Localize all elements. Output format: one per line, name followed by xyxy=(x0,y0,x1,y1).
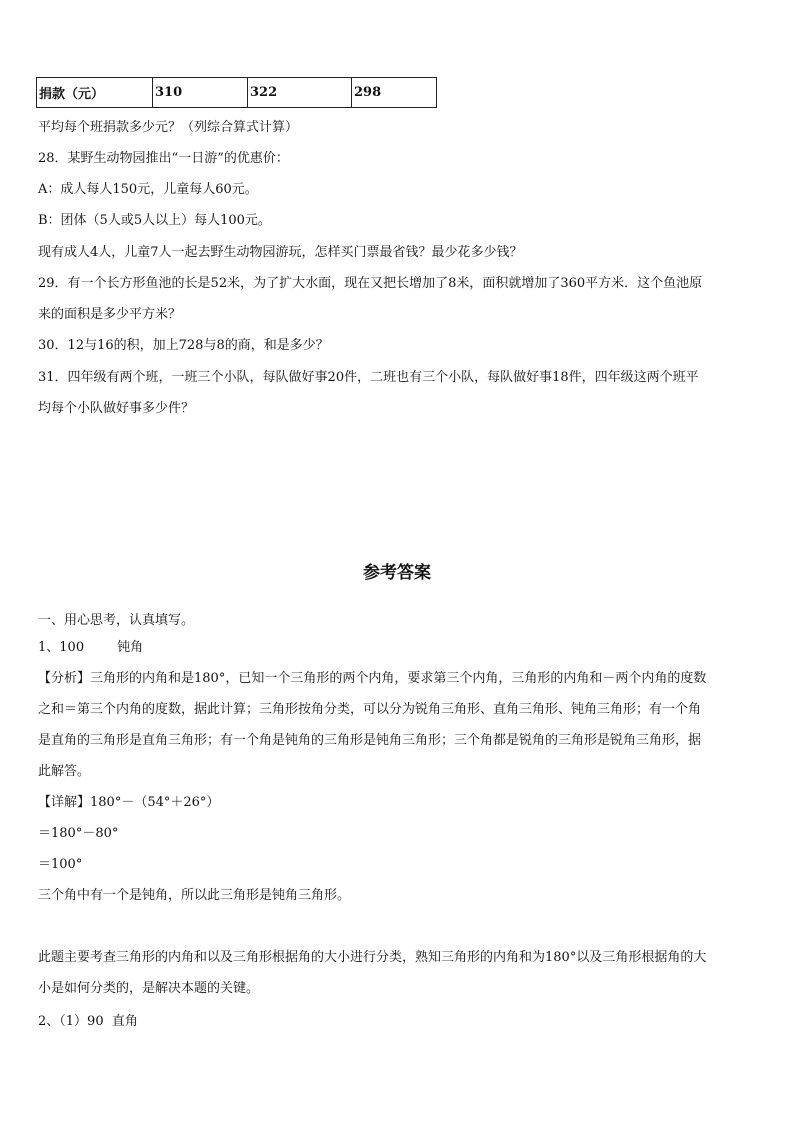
answer-2: 2、（1）90 直角 xyxy=(38,1014,138,1029)
question-29-line-2: 来的面积是多少平方米？ xyxy=(38,307,182,322)
answers-title: 参考答案 xyxy=(363,563,431,583)
summary-line-1: 此题主要考查三角形的内角和以及三角形根据角的大小进行分类，熟知三角形的内角和为180°以及三角形根据角的大 xyxy=(38,950,707,965)
question-31-line-2: 均每个小队做好事多少件？ xyxy=(38,401,195,416)
question-28-option-a: A：成人每人150元，儿童每人60元。 xyxy=(38,182,258,197)
analysis-line-2: 之和＝第三个内角的度数，据此计算；三角形按角分类，可以分为锐角三角形、直角三角形、钝角三角形；有一个角 xyxy=(38,702,702,717)
analysis-line-4: 此解答。 xyxy=(38,764,91,779)
table-cell: 322 xyxy=(248,78,352,108)
question-28: 28．某野生动物园推出“一日游”的优惠价： xyxy=(38,151,289,166)
analysis-line-1: 【分析】三角形的内角和是180°，已知一个三角形的两个内角，要求第三个内角，三角形的内角和－两个内角的度数 xyxy=(38,671,707,686)
question-27-sub: 平均每个班捐款多少元？（列综合算式计算） xyxy=(38,120,299,135)
analysis-line-3: 是直角的三角形是直角三角形；有一个角是钝角的三角形是钝角三角形；三个角都是锐角的三角形是锐角三角形，据 xyxy=(38,733,702,748)
question-28-option-b: B：团体（5人或5人以上）每人100元。 xyxy=(38,213,271,228)
table-row xyxy=(37,78,437,108)
question-29-line-1: 29．有一个长方形鱼池的长是52米，为了扩大水面，现在又把长增加了8米，面积就增加了360平方米．这个鱼池原 xyxy=(38,276,703,291)
table-cell: 298 xyxy=(352,78,437,108)
detail-line-2: ＝180°－80° xyxy=(38,826,119,841)
detail-line-1: 【详解】180°－（54°＋26°） xyxy=(38,795,220,810)
donation-table xyxy=(36,77,437,108)
summary-line-2: 小是如何分类的，是解决本题的关键。 xyxy=(38,981,260,996)
table-cell-label: 捐款（元） xyxy=(37,78,153,108)
table-cell: 310 xyxy=(153,78,248,108)
question-31-line-1: 31．四年级有两个班，一班三个小队，每队做好事20件，二班也有三个小队，每队做好事18件，四年级这两个班平 xyxy=(38,370,699,385)
detail-line-4: 三个角中有一个是钝角，所以此三角形是钝角三角形。 xyxy=(38,888,351,903)
detail-line-3: ＝100° xyxy=(38,857,83,872)
answer-1: 1、100 钝角 xyxy=(38,640,144,655)
question-28-question: 现有成人4人，儿童7人一起去野生动物园游玩，怎样买门票最省钱？最少花多少钱？ xyxy=(38,245,523,260)
question-30: 30．12与16的积，加上728与8的商，和是多少？ xyxy=(38,338,329,353)
section-heading: 一、用心思考，认真填写。 xyxy=(38,613,195,628)
